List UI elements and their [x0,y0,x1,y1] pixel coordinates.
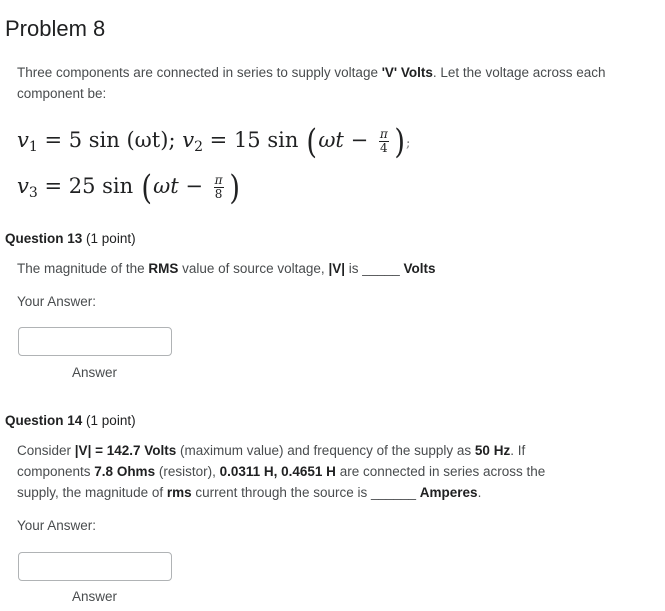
q14-t4: 50 Hz [474,443,511,458]
question-13-text [17,258,577,279]
q14-t6: 7.8 Ohms [94,464,156,479]
question-14-answer-label: Answer [72,589,118,604]
q13-text-2: value of source voltage, [178,261,329,276]
q14-t10: rms [166,485,192,500]
q13-unit: Volts [403,261,436,276]
v3-denominator: 8 [214,187,223,201]
q14-t13: . [477,485,482,500]
q14-t8: 0.0311 H, 0.4651 H [219,464,336,479]
question-13-answer-input[interactable] [18,327,172,356]
problem-title: Problem 8 [5,16,106,41]
q14-t7: (resistor), [155,464,220,479]
q14-t1: Consider [17,443,75,458]
question-14-points: (1 point) [86,413,136,428]
question-13-header [5,231,136,246]
close-paren: ) [228,168,240,208]
q13-rms: RMS [148,261,179,276]
q14-t9: are connected in series across the supply, the magnitude of [17,464,546,500]
v2-sub: 2 [194,139,203,155]
v1-sub: 1 [28,139,38,155]
separator: ; [168,128,183,152]
v2-var: v [182,128,195,152]
question-14-header [5,413,136,428]
v3-sub: 3 [28,185,38,201]
v1-rhs: = 5 sin [37,128,127,152]
q14-t5: . If components [17,443,526,479]
equation-line-1 [17,122,410,162]
question-13-points: (1 point) [86,231,136,246]
close-paren: ) [394,122,405,162]
intro-text-1: Three components are connected in series to supply voltage [17,65,382,80]
question-14-text [17,440,562,503]
q13-v: |V| [328,261,345,276]
v3-var: v [17,174,29,198]
q14-t2: |V| = 142.7 Volts [74,443,177,458]
open-paren: ( [306,122,317,162]
q14-t11: current through the source is ______ [191,485,420,500]
q13-text-3: is _____ [345,261,404,276]
v2-end: ; [406,136,411,151]
v3-minus: − [178,174,210,198]
v2-fraction [379,128,389,155]
v3-fraction [214,174,224,201]
v2-rhs: = 15 sin [203,128,306,152]
q14-t12: Amperes [419,485,478,500]
intro-voltage: 'V' Volts [381,65,433,80]
equation-line-2 [17,168,241,208]
question-13-title: Question 13 [5,231,83,246]
v2-wt: ωt [318,128,344,152]
problem-intro [17,62,627,104]
v3-rhs: = 25 sin [37,174,140,198]
question-14-title: Question 14 [5,413,83,428]
question-14-your-answer-label: Your Answer: [17,518,97,533]
v3-numerator: π [214,173,223,187]
question-13-your-answer-label: Your Answer: [17,294,97,309]
v2-numerator: π [379,127,388,141]
q14-t3: (maximum value) and frequency of the supply as [176,443,475,458]
open-paren: ( [141,168,152,208]
v3-wt: ωt [153,174,179,198]
v2-denominator: 4 [379,141,388,155]
v1-arg: (ωt) [126,128,169,152]
intro-text-2: . Let the voltage across each component be: [17,65,606,101]
q13-text-1: The magnitude of the [17,261,149,276]
question-13-answer-label: Answer [72,365,118,380]
v1-var: v [17,128,29,152]
v2-minus: − [343,128,375,152]
question-14-answer-input[interactable] [18,552,172,581]
